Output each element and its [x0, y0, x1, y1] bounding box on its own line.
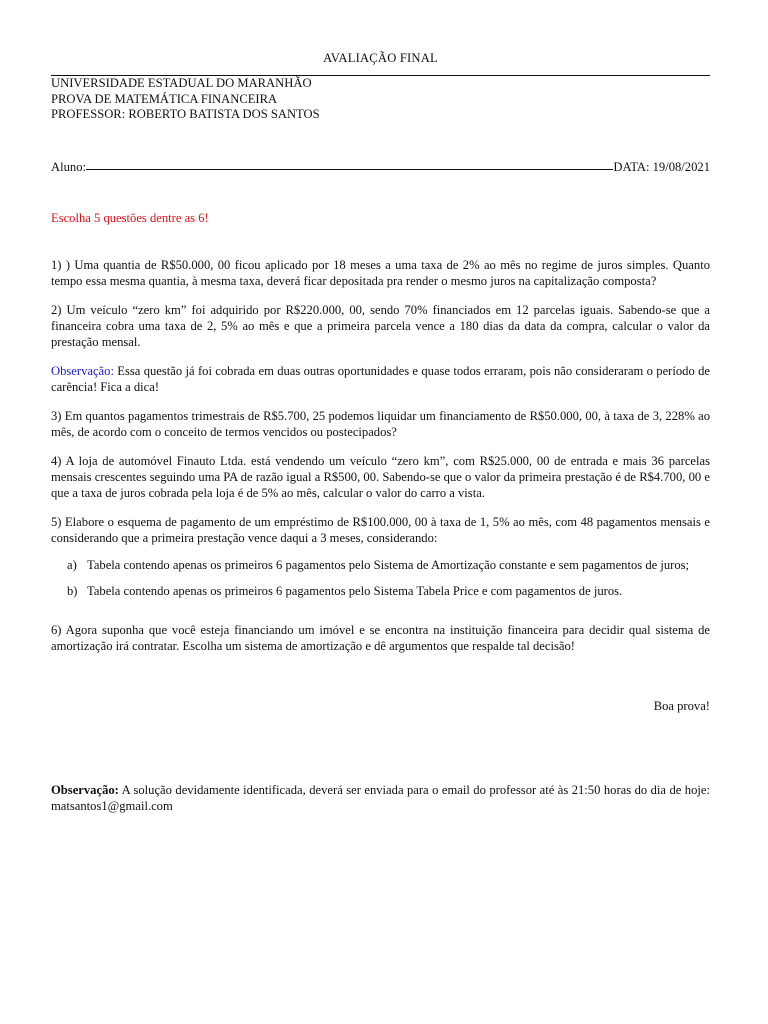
question-1: 1) ) Uma quantia de R$50.000, 00 ficou aplicado por 18 meses a uma taxa de 2% ao mês no regime de juros simples. Quanto tempo essa mesma quantia, à mesma taxa, deverá ficar depositada pra render o mesmo juros na capitalização composta?	[51, 257, 710, 288]
list-item-text: Tabela contendo apenas os primeiros 6 pagamentos pelo Sistema Tabela Price e com pagamentos de juros.	[87, 583, 623, 598]
university-name: UNIVERSIDADE ESTADUAL DO MARANHÃO	[51, 76, 312, 90]
professor-name: PROFESSOR: ROBERTO BATISTA DOS SANTOS	[51, 107, 320, 121]
question-4: 4) A loja de automóvel Finauto Ltda. está vendendo um veículo “zero km”, com R$25.000, 00 de entrada e mais 36 parcelas mensais crescentes seguindo uma PA de razão igual a R$500, 00. Sabendo-se que o valor da primeira prestação é de R$4.700, 00 e que a taxa de juros cobrada pela loja é de 5% ao mês, calcular o valor do carro a vista.	[51, 453, 710, 500]
list-item	[67, 557, 710, 573]
footer-text: A solução devidamente identificada, deverá ser enviada para o email do professor até às 21:50 horas do dia de hoje: matsantos1@gmail.com	[51, 782, 710, 813]
exam-date: DATA: 19/08/2021	[613, 159, 710, 174]
question-2: 2) Um veículo “zero km” foi adquirido por R$220.000, 00, sendo 70% financiados em 12 parcelas iguais. Sabendo-se que a financeira cobra uma taxa de 2, 5% ao mês e que a primeira parcela vence a 180 dias da data da compra, calcular o valor da prestação mensal.	[51, 302, 710, 349]
footer-note	[51, 782, 710, 814]
student-name-blank	[86, 169, 613, 170]
course-name: PROVA DE MATEMÁTICA FINANCEIRA	[51, 91, 278, 106]
footer-label: Observação:	[51, 782, 119, 797]
observation-text: Essa questão já foi cobrada em duas outras oportunidades e quase todos erraram, pois não consideraram o período de carência! Fica a dica!	[51, 363, 710, 394]
list-item	[67, 583, 710, 599]
student-line	[51, 159, 710, 175]
exam-title: AVALIAÇÃO FINAL	[323, 51, 438, 65]
exam-header	[51, 76, 710, 123]
instruction-text: Escolha 5 questões dentre as 6!	[51, 210, 209, 225]
exam-page	[51, 50, 710, 814]
question-3: 3) Em quantos pagamentos trimestrais de R$5.700, 25 podemos liquidar um financiamento de R$50.000, 00, à taxa de 3, 228% ao mês, de acordo com o conceito de termos vencidos ou postecipados?	[51, 408, 710, 439]
question-6: 6) Agora suponha que você esteja financiando um imóvel e se encontra na instituição financeira para decidir qual sistema de amortização irá contratar. Escolha um sistema de amortização e dê argumentos que respalde tal decisão!	[51, 622, 710, 653]
question-5: 5) Elabore o esquema de pagamento de um empréstimo de R$100.000, 00 à taxa de 1, 5% ao mês, com 48 pagamentos mensais e considerando que a primeira prestação vence daqui a 3 meses, considerando:	[51, 514, 710, 545]
closing-message: Boa prova!	[653, 698, 710, 713]
aluno-label: Aluno:	[51, 159, 86, 174]
list-item-text: Tabela contendo apenas os primeiros 6 pagamentos pelo Sistema de Amortização constante e sem pagamentos de juros;	[87, 557, 690, 572]
question-5-items	[51, 557, 710, 599]
observation-label: Observação:	[51, 363, 114, 378]
list-item-marker: a)	[67, 557, 77, 572]
question-2-observation	[51, 363, 710, 395]
list-item-marker: b)	[67, 583, 78, 598]
